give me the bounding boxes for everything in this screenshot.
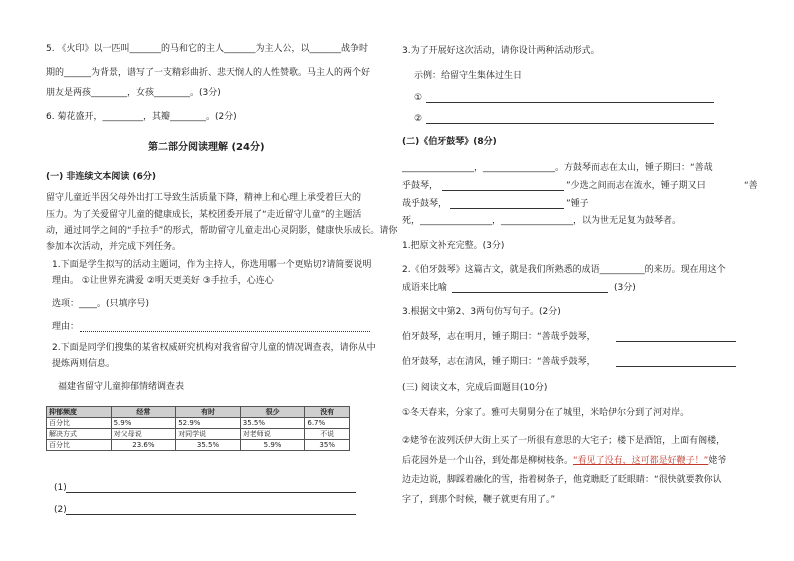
table-cell: 百分比: [47, 418, 112, 429]
imitation-line-1: 伯牙鼓琴，志在明月，锺子期曰：“善哉乎鼓琴，: [402, 332, 596, 342]
table-cell: 5.9%: [240, 440, 305, 451]
passage-paragraph-2-line-2: [402, 455, 726, 467]
reading-question-1: 1.把原文补充完整。(3分): [402, 241, 505, 251]
question-2-line-2: 提炼两则信息。: [52, 359, 116, 369]
question-5-line-3: 朋友是两孩________，女孩________。(3分): [46, 88, 221, 98]
fill-blank-line[interactable]: [442, 190, 564, 191]
option-2-label: ②: [414, 114, 423, 124]
section-3-title: (三) 阅读文本，完成后面题目(10分): [402, 383, 548, 393]
answer-2-label: (2): [54, 505, 67, 515]
reading-question-2-line-2: 成语来比喻: [402, 283, 448, 293]
classical-text-line-4: 死，________________，________________，以为世无足复为鼓琴者。: [402, 216, 682, 226]
answer-1-label: (1): [54, 483, 67, 493]
classical-text-line-2b: ”少选之间而志在流水，锺子期又曰: [566, 181, 706, 191]
fill-blank-line[interactable]: [452, 292, 608, 293]
table-cell: 解决方式: [47, 429, 112, 440]
classical-text-line-3b: ”锺子: [566, 199, 589, 209]
table-cell: 35.5%: [240, 418, 305, 429]
question-3: 3.为了开展好这次活动，请你设计两种活动形式。: [402, 46, 600, 56]
imitation-blank-2[interactable]: [616, 366, 736, 367]
section-2-title: (二)《伯牙鼓琴》(8分): [402, 137, 497, 147]
table-cell: 6.7%: [305, 418, 350, 429]
classical-text-line-2c: “善: [744, 181, 758, 191]
classical-text-line-1: ________________，________________。方鼓琴而志在太山，锺子期曰：“善哉: [402, 163, 713, 173]
question-1-choice: 选项：____。(只填序号): [52, 299, 150, 309]
passage-text: 姥爷: [708, 456, 727, 466]
classical-text-line-2: 乎鼓琴，: [402, 181, 439, 191]
table-cell: 抑郁频度: [47, 407, 112, 418]
reason-answer-line[interactable]: [80, 331, 370, 332]
passage-paragraph-2-line-1: ②姥爷在波列沃伊大街上买了一所很有意思的大宅子；楼下是酒馆，上面有阁楼，: [402, 436, 726, 446]
imitation-line-2: 伯牙鼓琴，志在清风，锺子期曰：“善哉乎鼓琴，: [402, 357, 596, 367]
highlighted-quote: “看见了没有，这可都是好鞭子！”: [573, 456, 709, 466]
example-text: 示例：给留守生集体过生日: [414, 71, 523, 81]
table-cell: 对父母说: [111, 429, 176, 440]
passage-paragraph-2-line-4: 字了，到那个时候，鞭子就更有用了。”: [402, 495, 556, 505]
table-cell: 对同学说: [176, 429, 241, 440]
table-cell: 5.9%: [111, 418, 176, 429]
classical-text-line-3: 哉乎鼓琴，: [402, 199, 448, 209]
table-cell: 23.6%: [111, 440, 176, 451]
table-row: [47, 407, 350, 418]
paragraph-line-1: 留守儿童近半因父母外出打工导致生活质量下降，精神上和心理上承受着巨大的: [46, 193, 362, 203]
table-cell: 经常: [111, 407, 176, 418]
question-1-line-2: 理由。 ①让世界充满爱 ②明天更美好 ③手拉手，心连心: [52, 276, 274, 286]
question-6: 6. 菊花盛开，_________，其瓣________。(2分): [46, 112, 237, 122]
section-1-title: (一) 非连续文本阅读 (6分): [46, 172, 156, 182]
paragraph-line-2: 压力。为了关爱留守儿童的健康成长，某校团委开展了“走近留守儿童”的主题活: [46, 210, 362, 220]
passage-paragraph-2-line-3: 边走边说，脚踩着融化的雪，指着树条子，他竟瞧眨了眨眼睛：“很快就要教你认: [402, 475, 722, 485]
table-cell: 有时: [176, 407, 241, 418]
paragraph-line-3: 动，通过同学之间的“手拉手”的形式，帮助留守儿童走出心灵阴影，健康快乐成长。请你: [46, 226, 398, 236]
table-row: [47, 418, 350, 429]
question-2-line-1: 2.下面是同学们搜集的某省权威研究机构对我省留守儿童的情况调查表，请你从中: [52, 343, 376, 353]
question-1-reason-label: 理由：: [52, 322, 80, 332]
reading-question-2-score: (3分): [614, 283, 636, 293]
survey-table: [46, 406, 350, 451]
imitation-blank-1[interactable]: [616, 341, 736, 342]
table-title: 福建省留守儿童抑郁情绪调查表: [58, 382, 185, 392]
question-5-line-1: 5. 《火印》以一匹叫_______的马和它的主人_______为主人公，以_______战争时: [46, 44, 368, 54]
answer-1-line[interactable]: [66, 492, 356, 493]
table-cell: 百分比: [47, 440, 112, 451]
question-5-line-2: 期的______为背景，谱写了一支精彩曲折、悲天悯人的人性赞歌。马主人的两个好: [46, 68, 371, 78]
option-1-line[interactable]: [426, 102, 714, 103]
fill-blank-line[interactable]: [450, 208, 564, 209]
paragraph-line-4: 参加本次活动，并完成下列任务。: [46, 242, 182, 252]
table-cell: 不说: [305, 429, 350, 440]
table-cell: 没有: [305, 407, 350, 418]
option-2-line[interactable]: [426, 123, 714, 124]
reading-question-3: 3.根据文中第2、3两句仿写句子。(2分): [402, 307, 561, 317]
passage-text: 后花园外是一个山谷，到处都是柳树枝条。: [402, 456, 574, 466]
table-cell: 35.5%: [176, 440, 241, 451]
table-cell: 很少: [240, 407, 305, 418]
table-row: [47, 429, 350, 440]
table-cell: 35%: [305, 440, 350, 451]
table-row: [47, 440, 350, 451]
question-1-line-1: 1.下面是学生拟写的活动主题词，作为主持人，你选用哪一个更贴切?请简要说明: [52, 260, 372, 270]
table-cell: 对老师说: [240, 429, 305, 440]
table-cell: 52.9%: [176, 418, 241, 429]
option-1-label: ①: [414, 93, 423, 103]
passage-paragraph-1: ①冬天春来，分家了。雅可夫舅舅分在了城里，米哈伊尔分到了河对岸。: [402, 408, 690, 418]
part2-title: 第二部分阅读理解 (24分): [148, 142, 265, 153]
reading-question-2-line-1: 2.《伯牙鼓琴》这篇古文，就是我们所熟悉的成语__________的来历。现在用这个: [402, 265, 726, 275]
answer-2-line[interactable]: [66, 514, 356, 515]
